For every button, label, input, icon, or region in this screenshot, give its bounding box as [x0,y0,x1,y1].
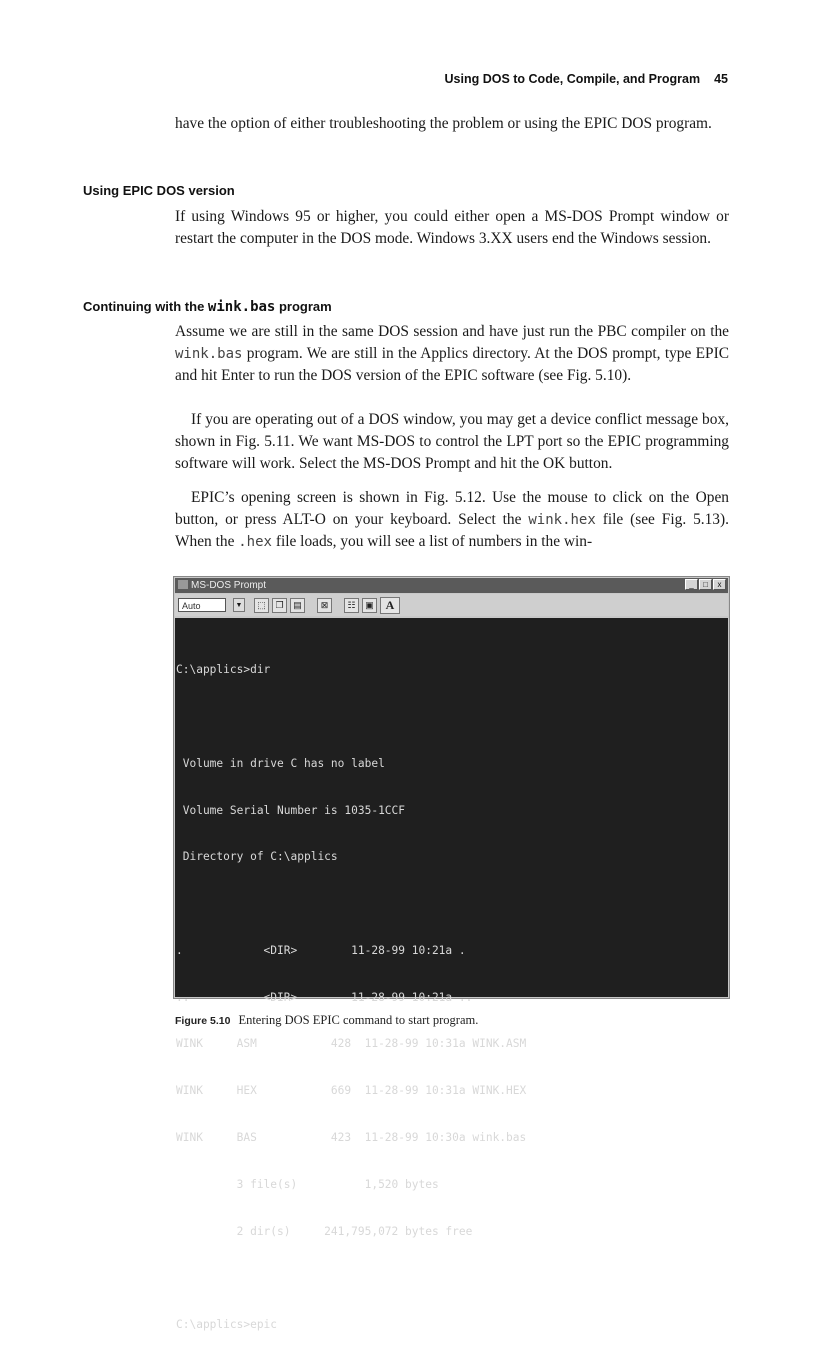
minimize-button[interactable]: _ [685,579,698,590]
paragraph-intro: have the option of either troubleshooting the problem or using the EPIC DOS program. [175,115,712,132]
figure-caption [175,1013,478,1028]
p3-text-a: Assume we are still in the same DOS session and have just run the PBC compiler on the [175,323,729,340]
maximize-button[interactable]: □ [699,579,712,590]
font-button[interactable]: A [380,597,400,614]
copy-icon[interactable]: ❐ [272,598,287,613]
p3-text-b: program. We are still in the Applics directory. At the DOS prompt, type EPIC and hit Enter to run the DOS version of the EPIC software (see Fig. 5.10). [175,345,729,384]
console-line: WINK HEX 669 11-28-99 10:31a WINK.HEX [176,1084,527,1098]
p5-text-a: EPIC’s opening screen is shown in Fig. 5.12. Use the mouse to click on the Open button, or press ALT-O on your keyboard. Select the [175,489,729,528]
console-line: 2 dir(s) 241,795,072 bytes free [176,1224,473,1238]
console-line: 3 file(s) 1,520 bytes [176,1177,439,1191]
console-line: Volume in drive C has no label [176,756,385,770]
heading-text-a: Continuing with the [83,299,208,314]
font-size-select[interactable]: Auto [178,598,226,612]
paste-icon[interactable]: ▤ [290,598,305,613]
properties-icon[interactable]: ☷ [344,598,359,613]
console-line [176,1270,728,1286]
window-toolbar [175,594,728,616]
heading-code: wink.bas [207,299,276,315]
running-header [445,72,729,86]
console-line: C:\applics>epic [176,1318,278,1332]
figure-label: Figure 5.10 [175,1015,231,1027]
console-line [176,896,728,912]
page-number: 45 [714,72,728,86]
fullscreen-icon[interactable]: ⊠ [317,598,332,613]
chevron-down-icon[interactable]: ▼ [233,598,245,612]
window-title: MS-DOS Prompt [191,580,267,591]
running-title: Using DOS to Code, Compile, and Program [444,72,701,86]
background-icon[interactable]: ▣ [362,598,377,613]
console-line: Volume Serial Number is 1035-1CCF [176,803,406,817]
p5-text-b: file (see Fig. 5.13). When the [175,511,729,550]
console-line: WINK BAS 423 11-28-99 10:30a wink.bas [176,1131,527,1144]
p5-text-c: file loads, you will see a list of numbers in the win- [271,533,593,550]
paragraph-assume [175,321,729,387]
window-titlebar[interactable] [175,578,728,593]
p5-code-wink-hex: wink.hex [528,512,596,528]
console-line: . <DIR> 11-28-99 10:21a . [176,943,466,957]
figure-caption-text: Entering DOS EPIC command to start program. [238,1013,479,1027]
console-line [176,709,728,725]
paragraph-epic-dos: If using Windows 95 or higher, you could either open a MS-DOS Prompt window or restart the computer in the DOS mode. Windows 3.XX users end the Windows session. [175,208,729,247]
window-controls [685,579,726,590]
msdos-icon [178,580,188,589]
p5-code-hex: .hex [238,534,272,550]
paragraph-opening-screen [175,487,729,553]
close-button[interactable]: x [713,579,726,590]
mark-icon[interactable]: ⬚ [254,598,269,613]
paragraph-device-conflict: If you are operating out of a DOS window, you may get a device conflict message box, shown in Fig. 5.11. We want MS-DOS to control the LPT port so the EPIC programming software will work. Select the MS-DOS Prompt and hit the OK button. [175,411,729,472]
section-heading-continuing [83,299,332,315]
section-heading-epic-dos: Using EPIC DOS version [83,183,235,198]
p3-code: wink.bas [175,346,243,362]
console-line: WINK ASM 428 11-28-99 10:31a WINK.ASM [176,1037,527,1051]
console-line: .. <DIR> 11-28-99 10:21a .. [176,990,473,1004]
console-line: Directory of C:\applics [176,850,338,864]
heading-text-b: program [275,299,332,314]
console-line: C:\applics>dir [176,663,271,677]
